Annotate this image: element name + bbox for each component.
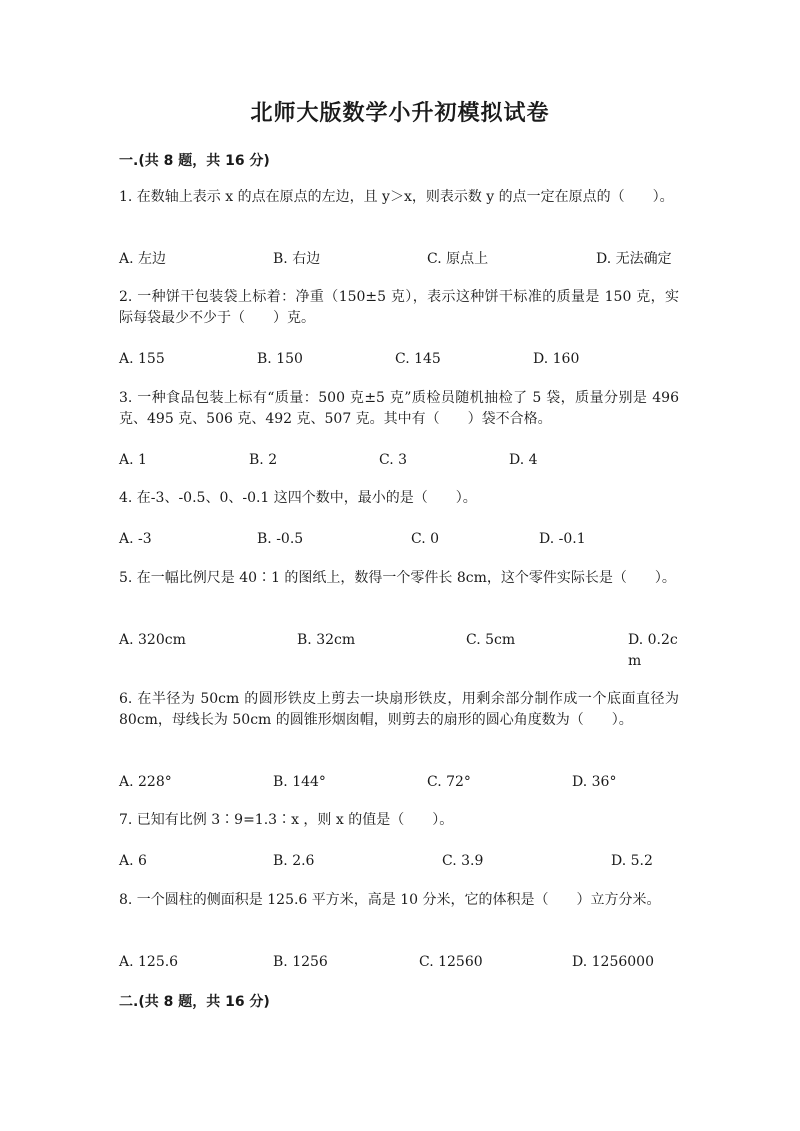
question-2-option-a: A. 155	[119, 351, 165, 367]
question-2-option-c: C. 145	[395, 351, 441, 367]
question-7-option-a: A. 6	[119, 853, 147, 869]
question-1-option-b: B. 右边	[273, 251, 321, 267]
question-8-option-a: A. 125.6	[119, 954, 179, 970]
question-3-option-a: A. 1	[119, 452, 147, 468]
question-4-option-a: A. -3	[119, 531, 152, 547]
question-5-text: 5. 在一幅比例尺是 40∶1 的图纸上，数得一个零件长 8cm，这个零件实际长是（ ）。	[119, 570, 676, 586]
question-4-option-c: C. 0	[411, 531, 440, 547]
question-5-option-c: C. 5cm	[466, 632, 516, 648]
question-8-option-b: B. 1256	[273, 954, 328, 970]
question-5-option-d: D. 0.2cm	[628, 632, 678, 669]
question-2-option-b: B. 150	[257, 351, 303, 367]
question-6-option-b: B. 144°	[273, 774, 326, 790]
question-6-option-a: A. 228°	[119, 774, 172, 790]
question-6-option-c: C. 72°	[427, 774, 471, 790]
question-4-option-b: B. -0.5	[257, 531, 304, 547]
question-2-option-d: D. 160	[533, 351, 580, 367]
question-4-option-d: D. -0.1	[539, 531, 586, 547]
page-title: 北师大版数学小升初模拟试卷	[250, 101, 550, 126]
question-1-text: 1. 在数轴上表示 x 的点在原点的左边，且 y＞x，则表示数 y 的点一定在原点的（ ）。	[119, 189, 674, 205]
question-7-option-c: C. 3.9	[442, 853, 484, 869]
section-2-header: 二.(共 8 题，共 16 分)	[119, 994, 270, 1010]
section-1-header: 一.(共 8 题，共 16 分)	[119, 153, 270, 169]
question-1-option-c: C. 原点上	[427, 251, 489, 267]
question-5-option-a: A. 320cm	[119, 632, 186, 648]
question-4-text: 4. 在-3、-0.5、0、-0.1 这四个数中，最小的是（ ）。	[119, 490, 477, 506]
question-8-option-c: C. 12560	[419, 954, 483, 970]
question-1-option-d: D. 无法确定	[596, 251, 672, 267]
question-6-text: 6. 在半径为 50cm 的圆形铁皮上剪去一块扇形铁皮，用剩余部分制作成一个底面直径为 80cm，母线长为 50cm 的圆锥形烟囱帽，则剪去的扇形的圆心角度数为（ ）。	[119, 691, 679, 728]
question-7-option-d: D. 5.2	[611, 853, 653, 869]
question-3-option-d: D. 4	[509, 452, 538, 468]
question-3-text: 3. 一种食品包装上标有“质量：500 克±5 克”质检员随机抽检了 5 袋，质量分别是 496 克、495 克、506 克、492 克、507 克。其中有（ ）袋不合格。	[119, 390, 679, 427]
question-8-text: 8. 一个圆柱的侧面积是 125.6 平方米，高是 10 分米，它的体积是（ ）立方分米。	[119, 892, 661, 908]
question-3-option-c: C. 3	[379, 452, 408, 468]
question-7-text: 7. 已知有比例 3∶9=1.3∶x ，则 x 的值是（ ）。	[119, 812, 454, 828]
question-3-option-b: B. 2	[249, 452, 278, 468]
question-7-option-b: B. 2.6	[273, 853, 315, 869]
question-5-option-b: B. 32cm	[297, 632, 356, 648]
question-8-option-d: D. 1256000	[572, 954, 654, 970]
question-1-option-a: A. 左边	[119, 251, 167, 267]
question-6-option-d: D. 36°	[572, 774, 617, 790]
question-2-text: 2. 一种饼干包装袋上标着：净重（150±5 克），表示这种饼干标准的质量是 150 克，实际每袋最少不少于（ ）克。	[119, 289, 679, 326]
